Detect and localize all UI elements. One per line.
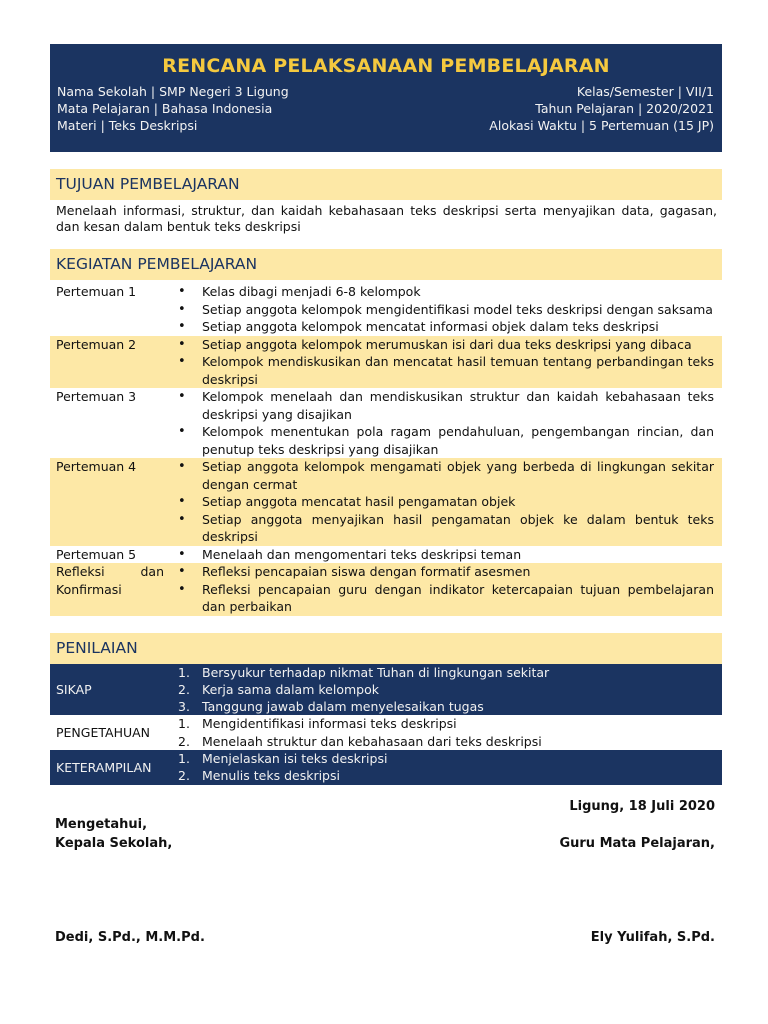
- kegiatan-row: [50, 336, 722, 389]
- list-item: • Setiap anggota kelompok mengidentifikasi model teks deskripsi dengan saksama: [168, 301, 722, 319]
- kegiatan-row: [50, 283, 722, 336]
- kegiatan-label: Pertemuan 1: [56, 284, 137, 299]
- label-word: Refleksi: [56, 564, 105, 579]
- penilaian-row: [50, 750, 722, 785]
- header-row-2: [57, 100, 714, 118]
- teacher-title: Guru Mata Pelajaran,: [559, 836, 715, 851]
- principal-title: Kepala Sekolah,: [55, 836, 173, 851]
- list-item: • Refleksi pencapaian guru dengan indikator ketercapaian tujuan pembelajaran dan perbaikan: [168, 581, 722, 616]
- document-title: RENCANA PELAKSANAAN PEMBELAJARAN: [162, 55, 610, 77]
- list-item: • Kelas dibagi menjadi 6-8 kelompok: [168, 283, 722, 301]
- list-item: • Menelaah dan mengomentari teks deskripsi teman: [168, 546, 722, 564]
- kegiatan-list: [168, 336, 722, 389]
- penilaian-label: SIKAP: [56, 681, 92, 697]
- list-item: • Refleksi pencapaian siswa dengan formatif asesmen: [168, 563, 722, 581]
- kegiatan-label: Pertemuan 3: [56, 389, 137, 404]
- list-item: • Setiap anggota kelompok mengamati objek yang berbeda di lingkungan sekitar dengan cermat: [168, 458, 722, 493]
- class-semester: Kelas/Semester | VII/1: [576, 84, 714, 99]
- kegiatan-label: Pertemuan 4: [56, 459, 137, 474]
- kegiatan-label: Pertemuan 5: [56, 546, 137, 562]
- kegiatan-list: [168, 283, 722, 336]
- list-item: • Setiap anggota kelompok merumuskan isi dari dua teks deskripsi yang dibaca: [168, 336, 722, 354]
- penilaian-label: KETERAMPILAN: [56, 759, 152, 775]
- penilaian-list: [168, 664, 722, 716]
- list-item: • Kelompok menelaah dan mendiskusikan struktur dan kaidah kebahasaan teks deskripsi yang disajikan: [168, 388, 722, 423]
- kegiatan-label: Pertemuan 2: [56, 336, 137, 352]
- section-heading-kegiatan: KEGIATAN PEMBELAJARAN: [50, 249, 722, 280]
- school-name: Nama Sekolah | SMP Negeri 3 Ligung: [57, 84, 289, 99]
- section-heading-tujuan: TUJUAN PEMBELAJARAN: [50, 169, 722, 200]
- penilaian-row: [50, 664, 722, 716]
- subject: Mata Pelajaran | Bahasa Indonesia: [57, 101, 273, 116]
- list-item: • Setiap anggota kelompok mencatat informasi objek dalam teks deskripsi: [168, 318, 722, 336]
- kegiatan-list: [168, 563, 722, 616]
- list-item: 1. Menjelaskan isi teks deskripsi: [178, 750, 388, 766]
- list-item: 1. Bersyukur terhadap nikmat Tuhan di lingkungan sekitar: [178, 664, 550, 680]
- list-item: • Kelompok mendiskusikan dan mencatat hasil temuan tentang perbandingan teks deskripsi: [168, 353, 722, 388]
- list-item: 2. Menulis teks deskripsi: [178, 768, 340, 784]
- acknowledged-label: Mengetahui,: [55, 817, 148, 832]
- kegiatan-row: [50, 458, 722, 546]
- header-row-1: [57, 83, 714, 101]
- kegiatan-row: [50, 546, 722, 564]
- penilaian-list: [168, 750, 722, 785]
- kegiatan-list: [168, 458, 722, 546]
- rpp-document: [50, 44, 722, 785]
- kegiatan-label-refleksi: [50, 563, 168, 616]
- list-item: • Setiap anggota menyajikan hasil pengamatan objek ke dalam bentuk teks deskripsi: [168, 511, 722, 546]
- material: Materi | Teks Deskripsi: [57, 118, 198, 133]
- kegiatan-row: [50, 388, 722, 458]
- list-item: • Kelompok menentukan pola ragam pendahuluan, pengembangan rincian, dan penutup teks deskripsi yang disajikan: [168, 423, 722, 458]
- section-heading-penilaian: PENILAIAN: [50, 633, 722, 664]
- teacher-name: Ely Yulifah, S.Pd.: [590, 930, 715, 945]
- label-word: dan: [140, 564, 164, 579]
- tujuan-text: Menelaah informasi, struktur, dan kaidah kebahasaan teks deskripsi serta menyajikan data, gagasan, dan kesan dalam bentuk teks deskripsi: [56, 203, 717, 234]
- list-item: 2. Menelaah struktur dan kebahasaan dari teks deskripsi: [178, 733, 542, 749]
- principal-name: Dedi, S.Pd., M.M.Pd.: [55, 930, 205, 945]
- list-item: 1. Mengidentifikasi informasi teks deskripsi: [178, 716, 457, 732]
- list-item: 3. Tanggung jawab dalam menyelesaikan tugas: [178, 699, 484, 715]
- label-word: Konfirmasi: [56, 581, 122, 597]
- kegiatan-list: [168, 546, 722, 564]
- academic-year: Tahun Pelajaran | 2020/2021: [535, 101, 714, 116]
- kegiatan-list: [168, 388, 722, 458]
- penilaian-row: [50, 715, 722, 750]
- kegiatan-row: [50, 563, 722, 616]
- penilaian-label: PENGETAHUAN: [56, 725, 151, 741]
- header-row-3: [57, 117, 714, 135]
- time-allocation: Alokasi Waktu | 5 Pertemuan (15 JP): [489, 118, 714, 133]
- place-date: Ligung, 18 Juli 2020: [569, 799, 715, 814]
- penilaian-list: [168, 715, 722, 750]
- header-banner: [50, 44, 722, 152]
- list-item: 2. Kerja sama dalam kelompok: [178, 681, 379, 697]
- list-item: • Setiap anggota mencatat hasil pengamatan objek: [168, 493, 722, 511]
